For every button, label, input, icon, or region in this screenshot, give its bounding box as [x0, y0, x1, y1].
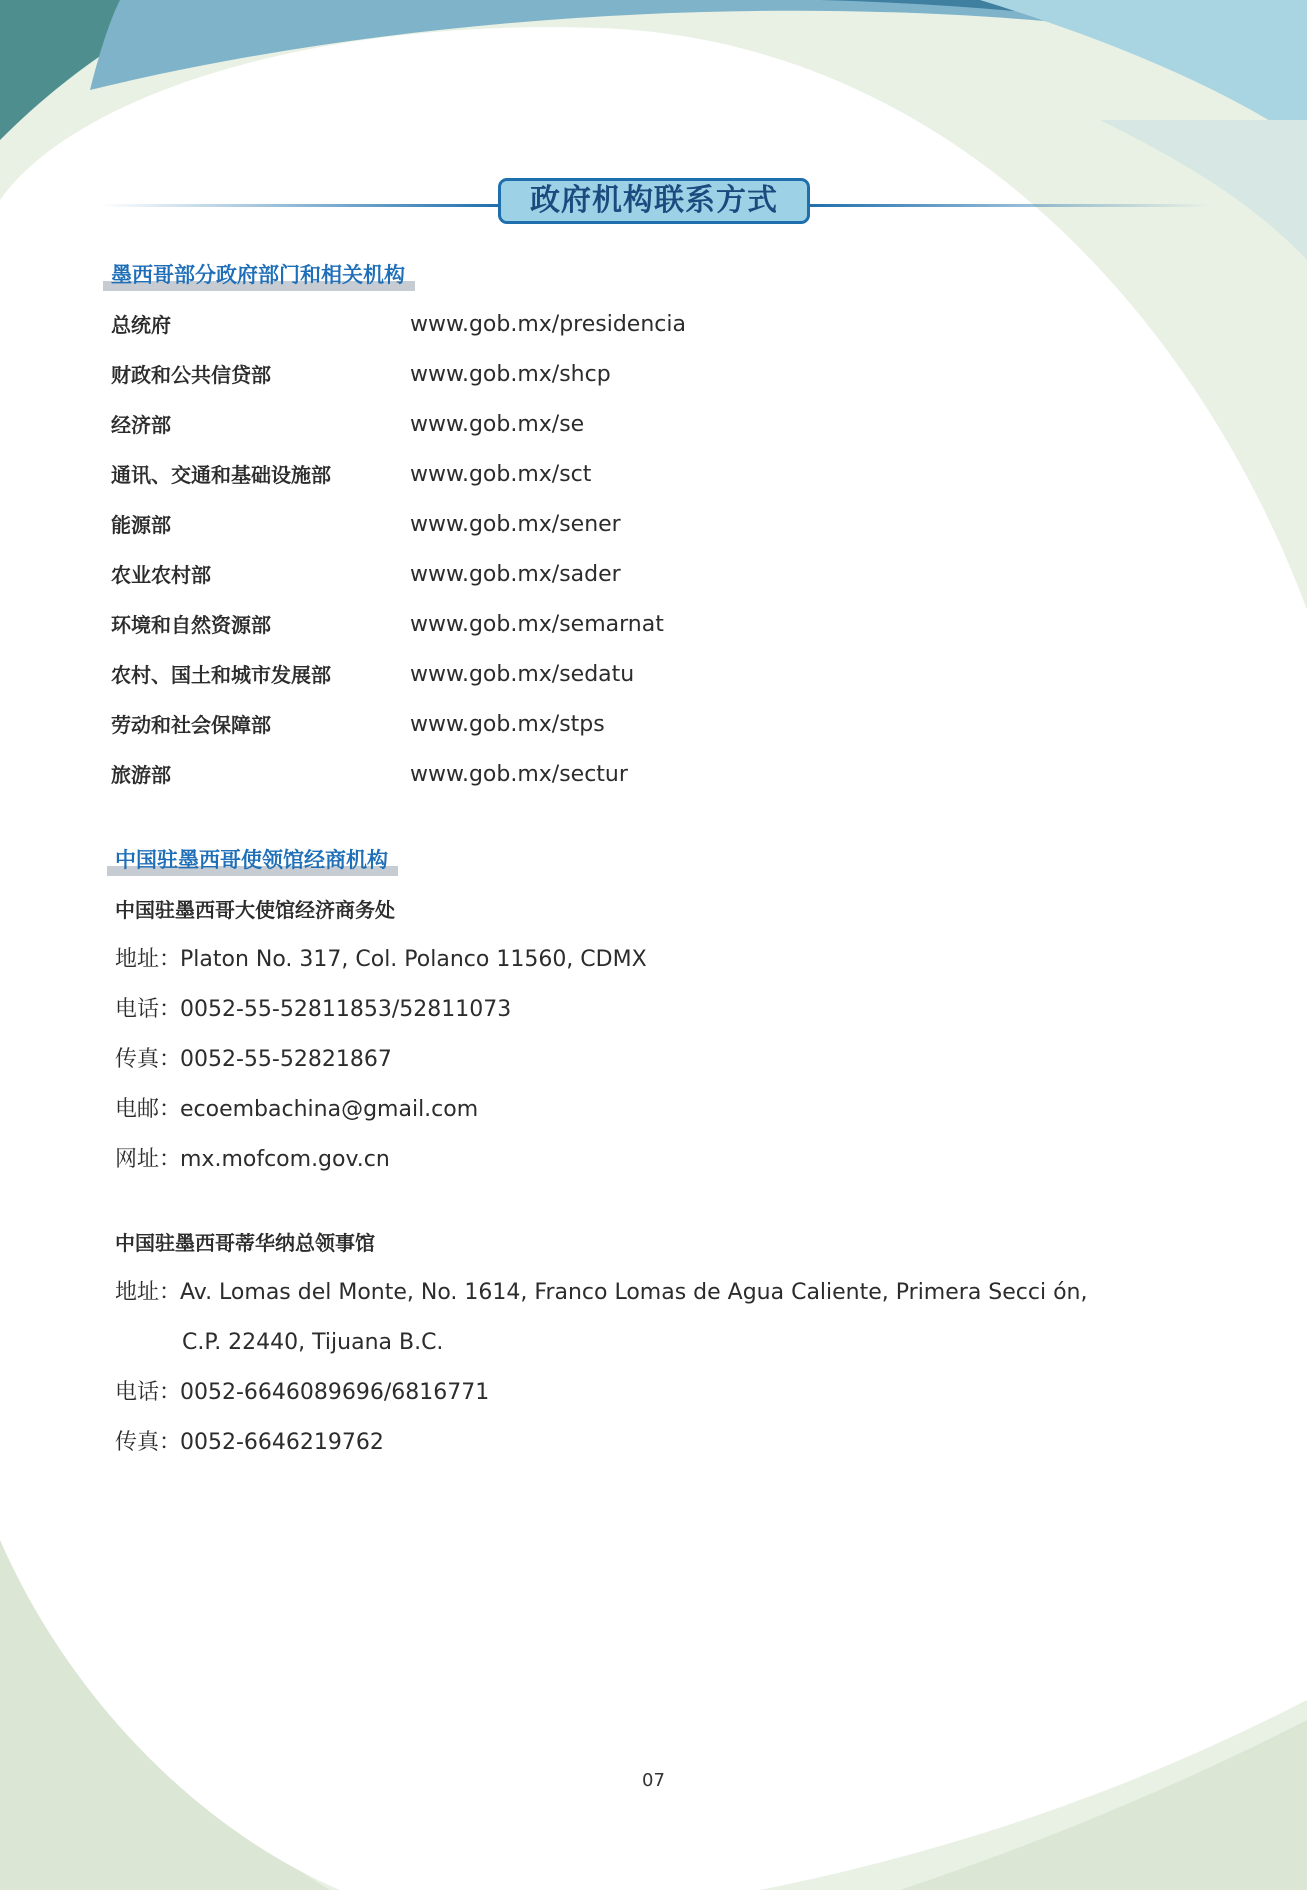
agency-name: 环境和自然资源部 [111, 613, 271, 637]
address-value-line2: C.P. 22440, Tijuana B.C. [182, 1330, 444, 1355]
embassy-website [115, 1145, 390, 1175]
address-value: Platon No. 317, Col. Polanco 11560, CDMX [180, 947, 647, 972]
fax-label: 传真： [115, 1430, 182, 1455]
fax-value: 0052-55-52821867 [180, 1047, 392, 1072]
address-value-line1: Av. Lomas del Monte, No. 1614, Franco Lomas de Agua Caliente, Primera Secci ón, [180, 1280, 1088, 1305]
agency-name: 总统府 [111, 313, 171, 337]
agency-url: www.gob.mx/sedatu [410, 662, 635, 687]
agency-name: 经济部 [111, 413, 171, 437]
gov-agency-list [111, 310, 1011, 810]
agency-url: www.gob.mx/sader [410, 562, 621, 587]
email-label: 电邮： [115, 1097, 182, 1122]
page-title: 政府机构联系方式 [498, 178, 810, 224]
agency-url: www.gob.mx/shcp [410, 362, 611, 387]
section-heading-gov-text: 墨西哥部分政府部门和相关机构 [111, 263, 405, 287]
page-number: 07 [642, 1770, 665, 1791]
fax-value: 0052-6646219762 [180, 1430, 384, 1455]
phone-value: 0052-6646089696/6816771 [180, 1380, 490, 1405]
section-heading-gov [111, 261, 405, 289]
agency-name: 财政和公共信贷部 [111, 363, 271, 387]
section-heading-embassy [115, 846, 388, 874]
agency-url: www.gob.mx/sectur [410, 762, 628, 787]
org-name-embassy-office: 中国驻墨西哥大使馆经济商务处 [115, 898, 395, 922]
consulate-address [115, 1278, 1088, 1308]
agency-name: 农业农村部 [111, 563, 211, 587]
consulate-fax [115, 1428, 384, 1458]
embassy-address [115, 945, 647, 975]
list-item [111, 760, 1011, 810]
agency-name: 劳动和社会保障部 [111, 713, 271, 737]
section-heading-embassy-text: 中国驻墨西哥使领馆经商机构 [115, 848, 388, 872]
address-label: 地址： [115, 1280, 182, 1305]
list-item [111, 660, 1011, 710]
agency-url: www.gob.mx/presidencia [410, 312, 686, 337]
list-item [111, 310, 1011, 360]
agency-name: 能源部 [111, 513, 171, 537]
email-value: ecoembachina@gmail.com [180, 1097, 479, 1122]
embassy-phone [115, 995, 511, 1025]
list-item [111, 510, 1011, 560]
web-value: mx.mofcom.gov.cn [180, 1147, 390, 1172]
phone-label: 电话： [115, 1380, 182, 1405]
agency-name: 通讯、交通和基础设施部 [111, 463, 331, 487]
phone-label: 电话： [115, 997, 182, 1022]
agency-name: 旅游部 [111, 763, 171, 787]
org-name-tijuana-consulate: 中国驻墨西哥蒂华纳总领事馆 [115, 1231, 375, 1255]
page-title-row [100, 178, 1210, 232]
list-item [111, 560, 1011, 610]
list-item [111, 610, 1011, 660]
embassy-fax [115, 1045, 392, 1075]
title-divider-left [100, 204, 500, 207]
list-item [111, 710, 1011, 760]
address-label: 地址： [115, 947, 182, 972]
agency-url: www.gob.mx/se [410, 412, 585, 437]
embassy-email [115, 1095, 478, 1125]
web-label: 网址： [115, 1147, 182, 1172]
agency-url: www.gob.mx/semarnat [410, 612, 664, 637]
title-divider-right [808, 204, 1210, 207]
list-item [111, 460, 1011, 510]
agency-url: www.gob.mx/sct [410, 462, 592, 487]
phone-value: 0052-55-52811853/52811073 [180, 997, 512, 1022]
fax-label: 传真： [115, 1047, 182, 1072]
agency-name: 农村、国土和城市发展部 [111, 663, 331, 687]
agency-url: www.gob.mx/stps [410, 712, 605, 737]
consulate-phone [115, 1378, 489, 1408]
agency-url: www.gob.mx/sener [410, 512, 621, 537]
list-item [111, 410, 1011, 460]
list-item [111, 360, 1011, 410]
